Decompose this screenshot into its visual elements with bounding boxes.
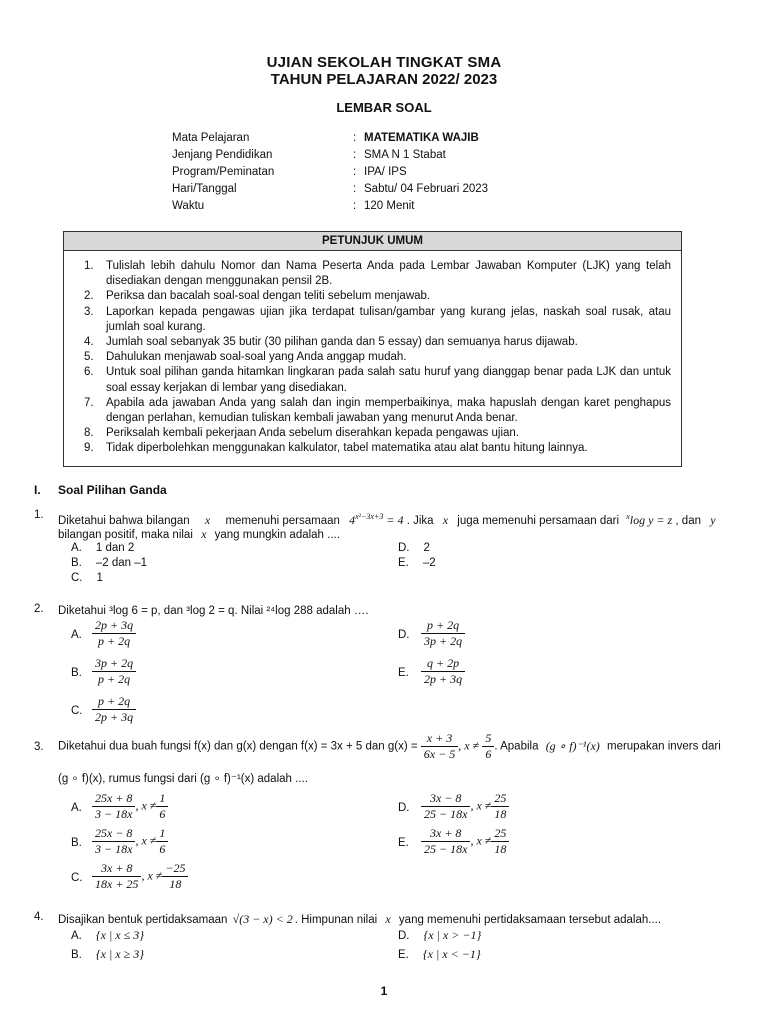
option-c[interactable]: C. $\frac{3x + 8}{18x + 25}$ , x ≠ $\frac{-25}{18}$ [71,861,188,892]
instruction-item: 8. Periksalah kembali pekerjaan Anda sebelum diserahkan kepada pengawas ujian. [84,427,519,440]
instructions-title: PETUNJUK UMUM [64,232,681,251]
question-1: 1. Diketahui bahwa bilangan x memenuhi persamaan $4^{x^2-3x+3} = 4$ . Jika x juga memenuhi persamaan dari $^x$log y = z , dan y bilangan positif, maka nilai x yang mungkin adalah .... A. 1 dan 2 B. –2 dan –1 C. 1 D. 2 E. –2 [34,509,716,584]
option-a[interactable]: A. {x | x ≤ 3} [71,928,145,942]
question-3: 3. Diketahui dua buah fungsi f(x) dan g(x) dengan f(x) = 3x + 5 dan g(x) = $\frac{x + 3}{6x - 5}$ , x ≠ $\frac{5}{6}$ . Apabila (g ∘ f)⁻¹(x) merupakan invers dari (g ∘ f)(x), rumus fungsi dari (g ∘ f)⁻¹(x) adalah .... A. $\frac{25x + 8}{3 - 18x}$ , x ≠ $\frac{1}{6}$ B. $\frac{25x - 8}{3 - 18x}$ , x ≠ $\frac{1}{6}$ C. $\frac{3x + 8}{18x + 25}$ , x ≠ $\frac{-25}{18}$ D. $\frac{3x - 8}{25 - 18x}$ , x ≠ $\frac{25}{18}$ E. $\frac{3x + 8}{25 - 18x}$ , x ≠ $\frac{25}{18}$ [34,731,721,891]
info-label: Hari/Tanggal [172,183,237,195]
option-c[interactable]: C. 1 [71,572,103,584]
info-row-program: Program/Peminatan : IPA/ IPS [172,164,572,181]
info-label: Program/Peminatan [172,166,275,178]
question-2: 2. Diketahui ³log 6 = p, dan ³log 2 = q. Nilai ²⁴log 288 adalah …. A. $\frac{2p + 3q}{p + 2q}$ B. $\frac{3p + 2q}{p + 2q}$ C. $\frac{p + 2q}{2p + 3q}$ D. $\frac{p + 2q}{3p + 2q}$ E. $\frac{q + 2p}{2p + 3q}$ [34,603,734,728]
info-value: MATEMATIKA WAJIB [364,132,479,144]
option-b[interactable]: B. $\frac{3p + 2q}{p + 2q}$ [71,656,136,687]
instruction-item: 5. Dahulukan menjawab soal-soal yang Anda anggap mudah. [84,351,407,364]
option-a[interactable]: A. $\frac{2p + 3q}{p + 2q}$ [71,618,136,649]
instructions-list [64,259,681,457]
info-row-date: Hari/Tanggal : Sabtu/ 04 Februari 2023 [172,181,572,198]
option-d[interactable]: D. 2 [398,542,430,554]
exam-year: TAHUN PELAJARAN 2022/ 2023 [270,71,498,88]
exam-title: UJIAN SEKOLAH TINGKAT SMA [266,54,502,71]
info-label: Mata Pelajaran [172,132,250,144]
option-e[interactable]: E. $\frac{3x + 8}{25 - 18x}$ , x ≠ $\frac{25}{18}$ [398,826,509,857]
info-label: Jenjang Pendidikan [172,149,273,161]
section-heading: I. Soal Pilihan Ganda [34,483,167,497]
option-e[interactable]: E. –2 [398,557,436,569]
option-b[interactable]: B. –2 dan –1 [71,557,148,569]
general-instructions-box [63,231,682,467]
option-a[interactable]: A. 1 dan 2 [71,542,135,554]
option-e[interactable]: E. {x | x < −1} [398,947,481,961]
option-c[interactable]: C. $\frac{p + 2q}{2p + 3q}$ [71,694,136,725]
option-d[interactable]: D. $\frac{p + 2q}{3p + 2q}$ [398,618,465,649]
info-value: SMA N 1 Stabat [364,149,446,161]
instruction-item: 1. Tulislah lebih dahulu Nomor dan Nama Peserta Anda pada Lembar Jawaban Komputer (LJK) yang telah disediakan dengan menggunakan pensil 2B. [84,260,671,288]
info-row-school: Jenjang Pendidikan : SMA N 1 Stabat [172,147,572,164]
info-label: Waktu [172,200,205,212]
option-e[interactable]: E. $\frac{q + 2p}{2p + 3q}$ [398,656,465,687]
instruction-item: 7. Apabila ada jawaban Anda yang salah dan ingin memperbaikinya, maka hapuslah dengan karet penghapus dengan perlahan, kemudian tuliskan kembali jawaban yang menurut Anda benar. [84,396,671,425]
option-d[interactable]: D. {x | x > −1} [398,928,482,942]
info-row-time: Waktu : 120 Menit [172,198,572,215]
option-b[interactable]: B. $\frac{25x - 8}{3 - 18x}$ , x ≠ $\frac{1}{6}$ [71,826,168,857]
info-row-subject: Mata Pelajaran : MATEMATIKA WAJIB [172,130,572,147]
info-value: 120 Menit [364,200,415,212]
question-4: 4. Disajikan bentuk pertidaksamaan √(3 − x) < 2 . Himpunan nilai x yang memenuhi pertidaksamaan tersebut adalah.... A. {x | x ≤ 3} B. {x | x ≥ 3} D. {x | x > −1} E. {x | x < −1} [34,911,662,961]
page-number: 1 [380,984,388,998]
info-value: Sabtu/ 04 Februari 2023 [364,183,489,195]
instruction-item: 2. Periksa dan bacalah soal-soal dengan teliti sebelum menjawab. [84,290,431,303]
option-b[interactable]: B. {x | x ≥ 3} [71,947,145,961]
exam-info-table [172,130,572,215]
instruction-item: 9. Tidak diperbolehkan menggunakan kalkulator, tabel matematika atau alat bantu hitung lainnya. [84,442,588,455]
instruction-item: 4. Jumlah soal sebanyak 35 butir (30 pilihan ganda dan 5 essay) dan semuanya harus dijawab. [84,336,578,349]
option-a[interactable]: A. $\frac{25x + 8}{3 - 18x}$ , x ≠ $\frac{1}{6}$ [71,791,168,822]
instruction-item: 6. Untuk soal pilihan ganda hitamkan lingkaran pada salah satu huruf yang dianggap benar pada LJK dan untuk soal essay kerjakan di lembar yang disediakan. [84,366,671,394]
option-d[interactable]: D. $\frac{3x - 8}{25 - 18x}$ , x ≠ $\frac{25}{18}$ [398,791,509,822]
instruction-item: 3. Laporkan kepada pengawas ujian jika terdapat tulisan/gambar yang kurang jelas, naskah soal rusak, atau jumlah soal kurang. [84,305,671,333]
info-value: IPA/ IPS [364,166,407,178]
exam-subtitle: LEMBAR SOAL [336,100,432,115]
